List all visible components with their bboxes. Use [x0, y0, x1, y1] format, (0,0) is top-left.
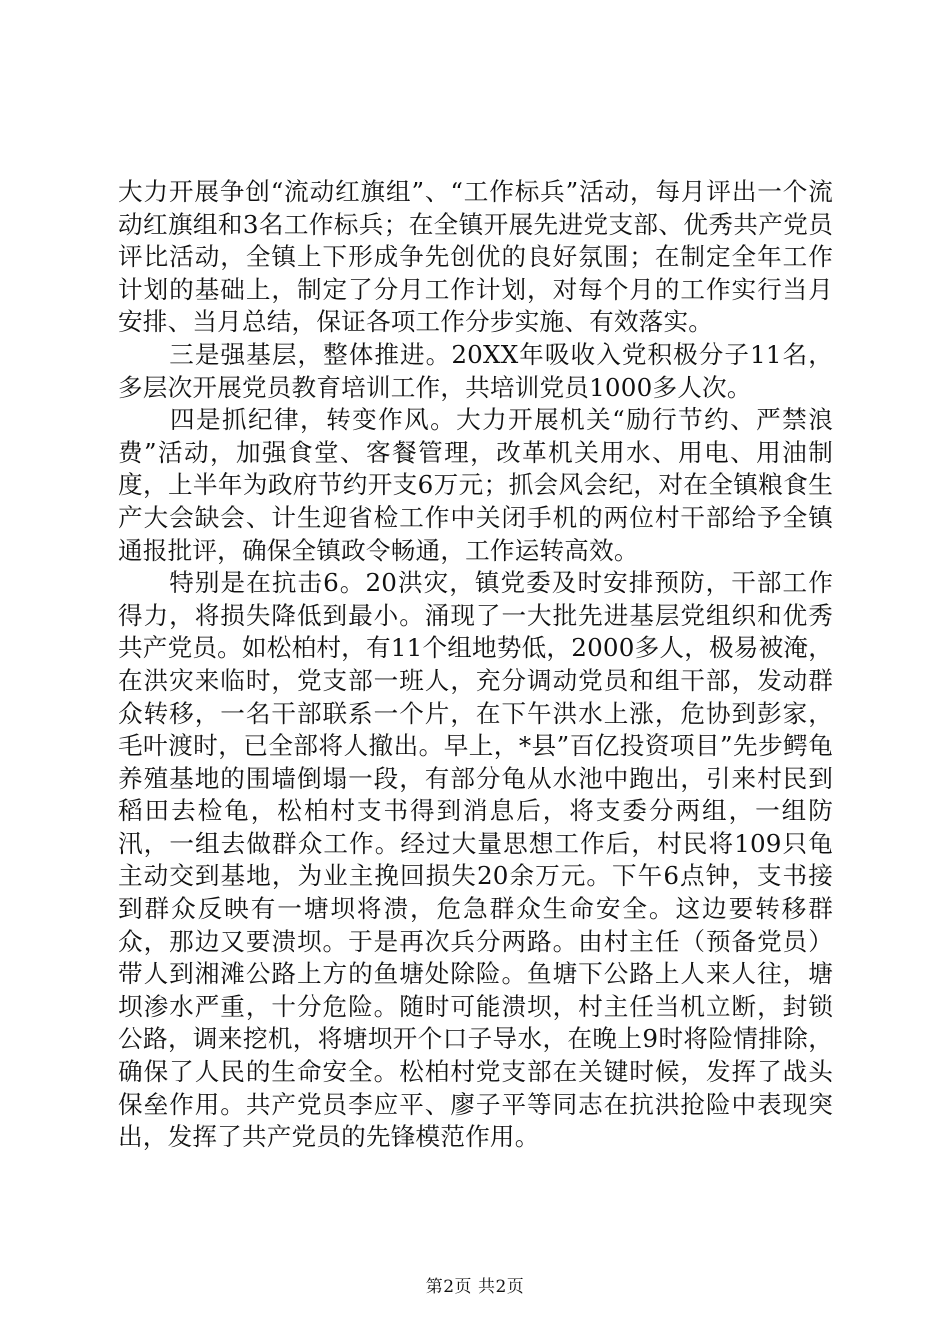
page-number-footer: 第2页 共2页: [425, 1277, 525, 1297]
document-body: [118, 176, 833, 1154]
paragraph-flood-relief: 特别是在抗击6。20洪灾，镇党委及时安排预防，干部工作得力，将损失降低到最小。涌现了一大批先进基层党组织和优秀共产党员。如松柏村，有11个组地势低，2000多人，极易被淹，在洪灾来临时，党支部一班人，充分调动党员和组干部，发动群众转移，一名干部联系一个片，在下午洪水上涨，危协到彭家，毛叶渡时，已全部将人撤出。早上，*县”百亿投资项目”先步鳄龟养殖基地的围墙倒塌一段，有部分龟从水池中跑出，引来村民到稻田去检龟，松柏村支书得到消息后，将支委分两组，一组防汛，一组去做群众工作。经过大量思想工作后，村民将109只龟主动交到基地，为业主挽回损失20余万元。下午6点钟，支书接到群众反映有一塘坝将溃，危急群众生命安全。这边要转移群众，那边又要溃坝。于是再次兵分两路。由村主任（预备党员）带人到湘滩公路上方的鱼塘处除险。鱼塘下公路上人来人往，塘坝渗水严重，十分危险。随时可能溃坝，村主任当机立断，封锁公路，调来挖机，将塘坝开个口子导水，在晚上9时将险情排除，确保了人民的生命安全。松柏村党支部在关键时候，发挥了战头保垒作用。共产党员李应平、廖子平等同志在抗洪抢险中表现突出，发挥了共产党员的先锋模范作用。: [118, 568, 833, 1152]
paragraph-continuation: 大力开展争创“流动红旗组”、“工作标兵”活动，每月评出一个流动红旗组和3名工作标兵；在全镇开展先进党支部、优秀共产党员评比活动，全镇上下形成争先创优的良好氛围；在制定全年工作计划的基础上，制定了分月工作计划，对每个月的工作实行当月安排、当月总结，保证各项工作分步实施、有效落实。: [118, 177, 833, 337]
paragraph-strengthen-grassroots: 三是强基层，整体推进。20XX年吸收入党积极分子11名，多层次开展党员教育培训工作，共培训党员1000多人次。: [118, 339, 833, 402]
paragraph-discipline: 四是抓纪律，转变作风。大力开展机关“励行节约、严禁浪费”活动，加强食堂、客餐管理，改革机关用水、用电、用油制度，上半年为政府节约开支6万元；抓会风会纪，对在全镇粮食生产大会缺会、计生迎省检工作中关闭手机的两位村干部给予全镇通报批评，确保全镇政令畅通，工作运转高效。: [118, 405, 833, 565]
